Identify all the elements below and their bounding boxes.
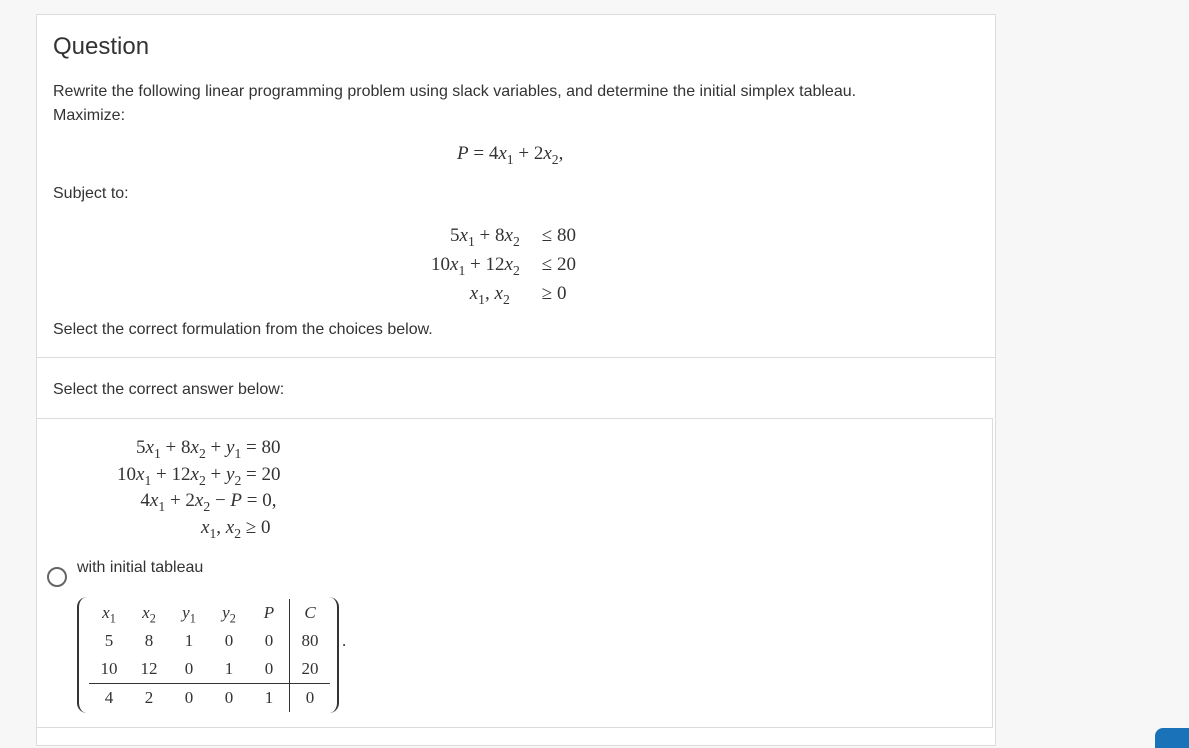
divider bbox=[37, 357, 995, 358]
with-initial-tableau-label: with initial tableau bbox=[77, 559, 204, 576]
divider bbox=[37, 727, 993, 728]
select-formulation-text: Select the correct formulation from the choices below. bbox=[53, 321, 433, 338]
objective-function: $P = 4x_1 + 2x_2$, bbox=[457, 143, 564, 167]
system-row: $4x_1 + 2x_2 - P = 0$, bbox=[140, 490, 277, 514]
tableau-row: 5 8 1 0 0 80 bbox=[89, 627, 330, 655]
subject-to-label: Subject to: bbox=[53, 185, 129, 202]
initial-tableau bbox=[77, 597, 339, 713]
answer-label: Select the correct answer below: bbox=[53, 381, 285, 398]
nonnegativity-row: $x_1$, $x_2$ ≥ 0 bbox=[469, 283, 567, 307]
maximize-label: Maximize: bbox=[53, 107, 126, 124]
question-prompt bbox=[53, 80, 953, 128]
constraint-row: $10x_1 + 12x_2$ ≤ 20 bbox=[431, 254, 576, 278]
system-row: $10x_1 + 12x_2 + y_2 = 20$ bbox=[117, 463, 281, 488]
tableau-row: 10 12 0 1 0 20 bbox=[89, 655, 330, 684]
system-row: $x_1$, $x_2 \ge 0$ bbox=[201, 516, 271, 541]
answer-choice[interactable] bbox=[37, 419, 993, 727]
answer-radio-button[interactable] bbox=[47, 567, 67, 587]
tableau-header-row: $x_1$ $x_2$ $y_1$ $y_2$ P C bbox=[89, 599, 330, 627]
system-row: $5x_1 + 8x_2 + y_1 = 80$ bbox=[136, 437, 281, 461]
right-parenthesis bbox=[323, 597, 339, 713]
tableau-table bbox=[89, 599, 330, 712]
constraints-table bbox=[431, 221, 576, 308]
constraint-row: $5x_1 + 8x_2$ ≤ 80 bbox=[450, 225, 576, 249]
floating-action-button[interactable] bbox=[1155, 728, 1189, 748]
prompt-text: Rewrite the following linear programming problem using slack variables, and determine the initial simplex tableau. bbox=[53, 83, 857, 100]
question-title: Question bbox=[53, 33, 150, 60]
tableau-period: . bbox=[342, 631, 347, 650]
slack-system bbox=[117, 435, 281, 541]
tableau-row: 4 2 0 0 1 0 bbox=[89, 684, 330, 713]
question-card bbox=[36, 14, 996, 746]
